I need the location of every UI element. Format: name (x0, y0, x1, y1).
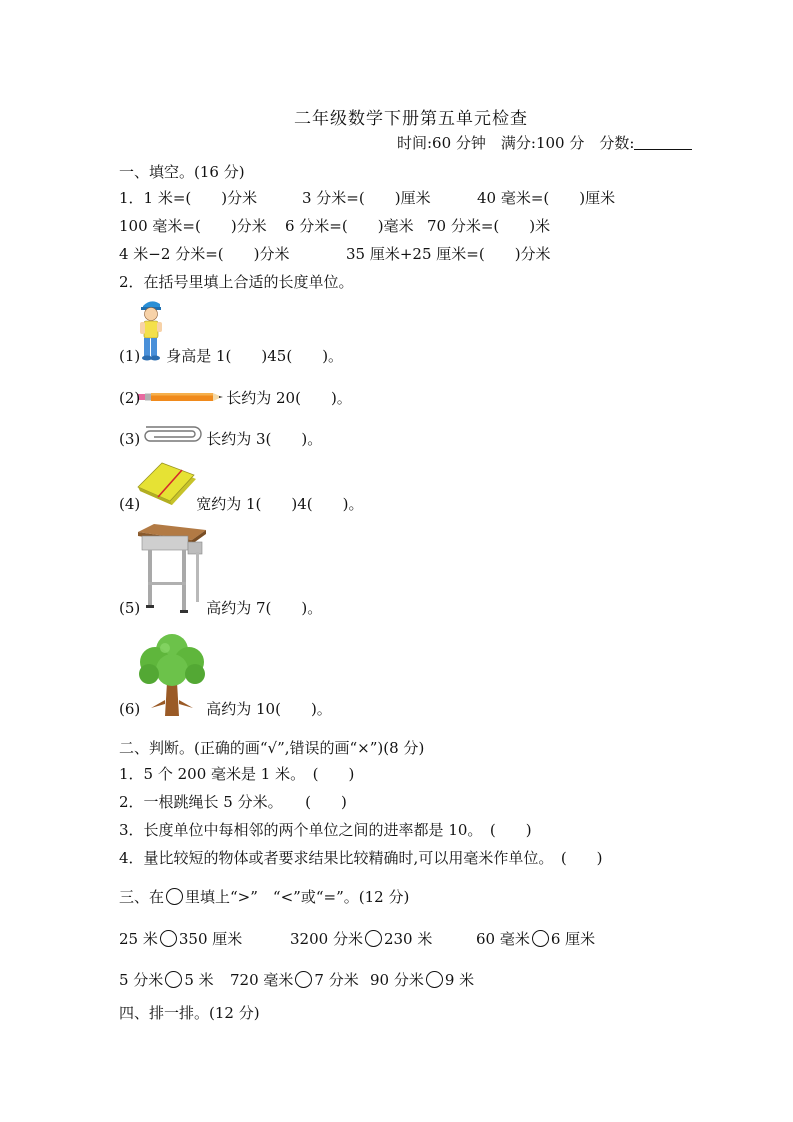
section-3-heading-b: 里填上“>” “<”或“=”。(12 分) (185, 888, 410, 906)
item-number: (5) (119, 599, 141, 617)
q2-item-1 (119, 346, 343, 366)
compare-left: 5 分米 (119, 971, 164, 989)
item-text: 高约为 10( )。 (206, 700, 332, 718)
section-1-heading: 一、填空。(16 分) (119, 163, 245, 181)
page-title: 二年级数学下册第五单元检查 (294, 109, 528, 129)
section-4-heading: 四、排一排。(12 分) (119, 1004, 260, 1022)
compare-left: 25 米 (119, 930, 158, 948)
judge-item: 1．5 个 200 毫米是 1 米。 ( ) (119, 765, 355, 783)
compare-right: 9 米 (444, 971, 475, 989)
compare-item (230, 970, 359, 990)
item-number: (2) (119, 389, 141, 407)
fill-item: 35 厘米+25 厘米=( )分米 (346, 245, 551, 263)
q2-item-4 (119, 494, 364, 514)
fill-item: 100 毫米=( )分米 (119, 217, 267, 235)
compare-item (119, 970, 214, 990)
compare-item (476, 929, 595, 949)
section-3-heading-a: 三、在 (119, 888, 165, 906)
compare-item (290, 929, 432, 949)
section-2-heading: 二、判断。(正确的画“√”,错误的画“×”)(8 分) (119, 739, 425, 757)
item-number: (6) (119, 700, 141, 718)
item-number: (1) (119, 347, 141, 365)
compare-right: 7 分米 (314, 971, 359, 989)
compare-left: 60 毫米 (476, 930, 530, 948)
compare-right: 230 米 (383, 930, 433, 948)
q2-item-5 (119, 598, 322, 618)
judge-item: 4．量比较短的物体或者要求结果比较精确时,可以用毫米作单位。 ( ) (119, 849, 603, 867)
item-text: 宽约为 1( )4( )。 (196, 495, 364, 513)
fill-item: 70 分米=( )米 (427, 217, 551, 235)
q2-stem: 2．在括号里填上合适的长度单位。 (119, 273, 354, 291)
item-text: 长约为 3( )。 (206, 430, 323, 448)
fill-item: 40 毫米=( )厘米 (477, 189, 616, 207)
fill-item: 4 米−2 分米=( )分米 (119, 245, 290, 263)
judge-item: 2．一根跳绳长 5 分米。 ( ) (119, 793, 347, 811)
q2-item-2 (119, 388, 352, 408)
judge-item: 3．长度单位中每相邻的两个单位之间的进率都是 10。 ( ) (119, 821, 532, 839)
compare-circle[interactable] (295, 971, 312, 988)
compare-circle[interactable] (532, 930, 549, 947)
compare-circle[interactable] (160, 930, 177, 947)
q2-item-6 (119, 699, 332, 719)
fill-item: 3 分米=( )厘米 (302, 189, 431, 207)
circle-icon (166, 888, 183, 905)
compare-circle[interactable] (165, 971, 182, 988)
compare-item (119, 929, 242, 949)
q2-item-3 (119, 429, 322, 449)
compare-left: 720 毫米 (230, 971, 294, 989)
score-blank[interactable] (634, 135, 692, 150)
compare-right: 350 厘米 (178, 930, 243, 948)
compare-circle[interactable] (426, 971, 443, 988)
fill-item: 6 分米=( )毫米 (285, 217, 414, 235)
exam-info-text: 时间:60 分钟 满分:100 分 分数: (397, 134, 635, 152)
section-3-heading (119, 886, 409, 907)
fill-item: 1．1 米=( )分米 (119, 189, 258, 207)
item-number: (3) (119, 430, 141, 448)
exam-info (397, 133, 692, 153)
item-number: (4) (119, 495, 141, 513)
compare-left: 3200 分米 (290, 930, 363, 948)
compare-right: 6 厘米 (550, 930, 596, 948)
item-text: 长约为 20( )。 (226, 389, 352, 407)
compare-right: 5 米 (184, 971, 214, 989)
compare-item (370, 970, 474, 990)
item-text: 身高是 1( )45( )。 (166, 347, 344, 365)
compare-left: 90 分米 (370, 971, 424, 989)
item-text: 高约为 7( )。 (206, 599, 323, 617)
compare-circle[interactable] (365, 930, 382, 947)
